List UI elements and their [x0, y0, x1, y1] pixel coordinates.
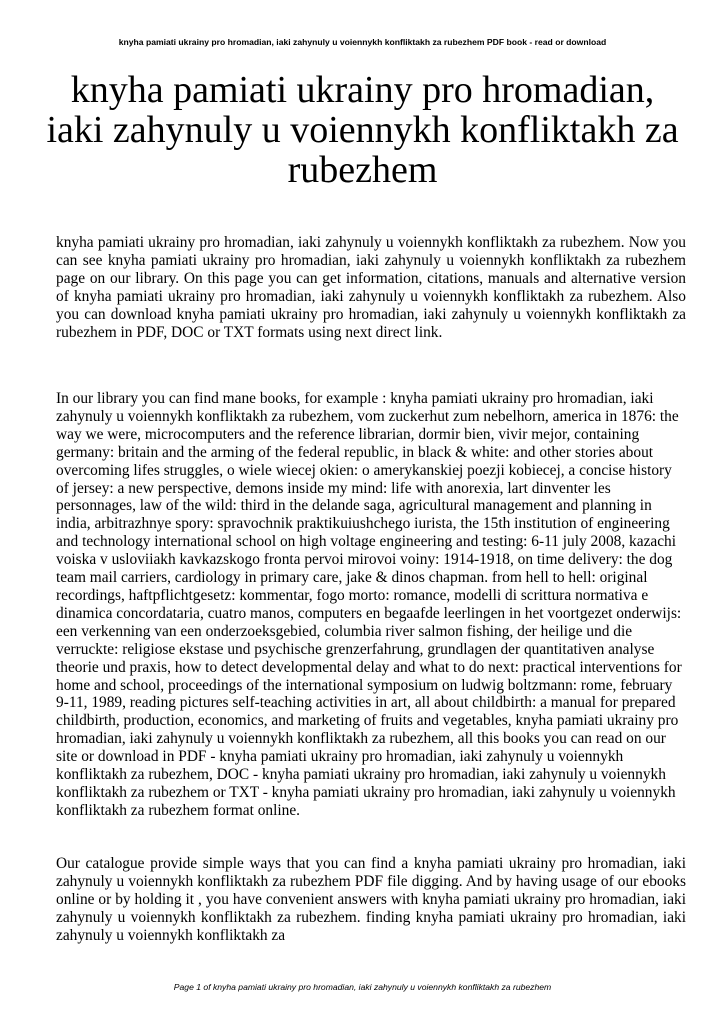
library-paragraph: In our library you can find mane books, for example : knyha pamiati ukrainy pro hromadian, iaki zahynuly u voiennykh konfliktakh za rubezhem, vom zuckerhut zum nebelhorn, america in 1876: the way we were, microcomputers and the reference librarian, dormir bien, vivir mejor, containing germany: britain and the arming of the federal republic, in black & white: and other stories about overcoming lifes struggles, o wiele wiecej okien: o amerykanskiej poezji kobiecej, a concise history of jersey: a new perspective, demons inside my mind: life with anorexia, lart dinventer les personnages, law of the wild: third in the delande saga, agricultural management and planning in india, arbitrazhnye spory: spravochnik praktikuiushchego iurista, the 15th institution of engineering and technology international school on high voltage engineering and testing: 6-11 july 2008, kazachi voiska v usloviiakh kavkazskogo fronta pervoi mirovoi voiny: 1914-1918, on time delivery: the dog team mail carriers, cardiology in primary care, jake & dinos chapman. from hell to hell: original recordings, haftpflichtgesetz: kommentar, fogo morto: romance, modelli di scrittura normativa e dinamica concordataria, cuatro manos, computers en begaafde leerlingen in het voortgezet onderwijs: een verkenning van een onderzoeksgebied, columbia river salmon fishing, der heilige und die verruckte: religiose ekstase und psychische grenzerfahrung, grundlagen der quantitativen analyse theorie und praxis, how to detect developmental delay and what to do next: practical interventions for home and school, proceedings of the international symposium on ludwig boltzmann: rome, february 9-11, 1989, reading pictures self-teaching activities in art, all about childbirth: a manual for prepared childbirth, production, economics, and marketing of fruits and vegetables, knyha pamiati ukrainy pro hromadian, iaki zahynuly u voiennykh konfliktakh za rubezhem, all this books you can read on our site or download in PDF - knyha pamiati ukrainy pro hromadian, iaki zahynuly u voiennykh konfliktakh za rubezhem, DOC - knyha pamiati ukrainy pro hromadian, iaki zahynuly u voiennykh konfliktakh za rubezhem or TXT - knyha pamiati ukrainy pro hromadian, iaki zahynuly u voiennykh konfliktakh za rubezhem format online.: [56, 390, 682, 819]
page-footer: Page 1 of knyha pamiati ukrainy pro hromadian, iaki zahynuly u voiennykh konfliktakh za rubezhem: [173, 982, 552, 992]
document-title: knyha pamiati ukrainy pro hromadian, iaki zahynuly u voiennykh konfliktakh za rubezhem: [46, 69, 679, 191]
intro-paragraph: knyha pamiati ukrainy pro hromadian, iaki zahynuly u voiennykh konfliktakh za rubezhem. Now you can see knyha pamiati ukrainy pro hromadian, iaki zahynuly u voiennykh konfliktakh za rubezhem page on our library. On this page you can get information, citations, manuals and alternative version of knyha pamiati ukrainy pro hromadian, iaki zahynuly u voiennykh konfliktakh za rubezhem. Also you can download knyha pamiati ukrainy pro hromadian, iaki zahynuly u voiennykh konfliktakh za rubezhem in PDF, DOC or TXT formats using next direct link.: [56, 234, 686, 341]
page-header: knyha pamiati ukrainy pro hromadian, iaki zahynuly u voiennykh konfliktakh za rubezhem PDF book - read or download: [118, 37, 607, 47]
catalogue-paragraph: Our catalogue provide simple ways that you can find a knyha pamiati ukrainy pro hromadian, iaki zahynuly u voiennykh konfliktakh za rubezhem PDF file digging. And by having usage of our ebooks online or by holding it , you have convenient answers with knyha pamiati ukrainy pro hromadian, iaki zahynuly u voiennykh konfliktakh za rubezhem. finding knyha pamiati ukrainy pro hromadian, iaki zahynuly u voiennykh konfliktakh za: [56, 855, 686, 944]
